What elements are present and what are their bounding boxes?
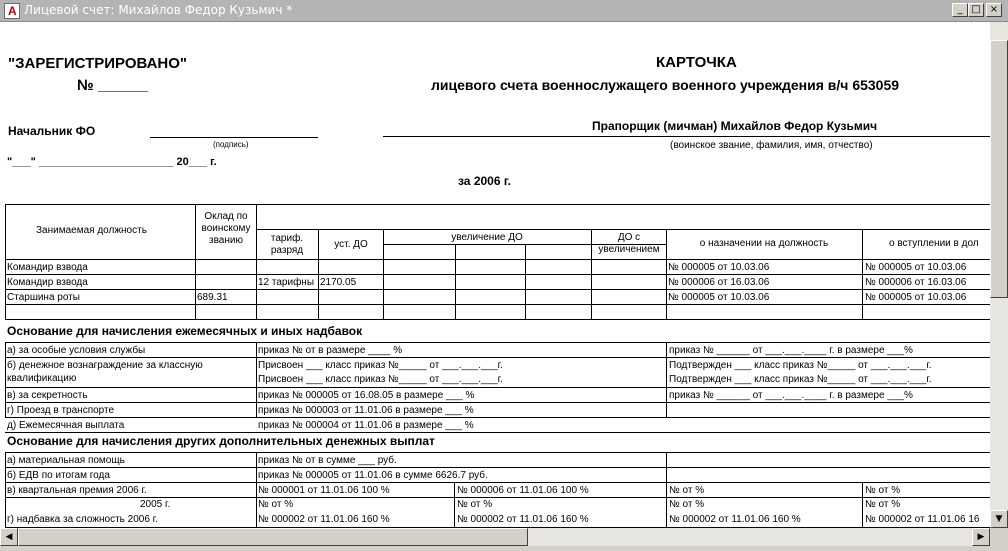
close-button[interactable]	[986, 3, 1002, 17]
s2-v-c1-2: № от %	[258, 499, 294, 510]
chief-label: Начальник ФО	[8, 124, 96, 138]
s1-a-label: а) за особые условия службы	[7, 345, 146, 356]
s2-v-c3-2: № от %	[669, 499, 705, 510]
row1-entry: № 000005 от 10.03.06	[865, 262, 967, 273]
scroll-down-button[interactable]	[990, 510, 1008, 528]
row2-entry: № 000006 от 16.03.06	[865, 277, 967, 288]
row2-appointment: № 000006 от 16.03.06	[668, 277, 770, 288]
minimize-button[interactable]	[952, 3, 968, 17]
name-line	[383, 136, 990, 137]
header-position: Занимаемая должность	[36, 225, 147, 236]
scroll-corner	[990, 528, 1008, 546]
row1-position: Командир взвода	[7, 262, 88, 273]
row3-appointment: № 000005 от 10.03.06	[668, 292, 770, 303]
s2-g-c1-1: № 000002 от 11.01.06 160 %	[258, 514, 390, 525]
header-entry: о вступлении в дол	[889, 238, 979, 249]
s2-b-order: приказ № 000005 от 11.01.06 в сумме 6626.7 руб.	[258, 470, 488, 481]
s1-g-order: приказ № 000003 от 11.01.06 в размере ___ %	[258, 405, 474, 416]
acrobat-document-icon[interactable]: A	[4, 3, 20, 19]
card-title: КАРТОЧКА	[656, 54, 737, 71]
s1-a-right: приказ № ______ от ___.___.____ г. в размере ___%	[669, 345, 913, 356]
s2-v-c2-2: № от %	[457, 499, 493, 510]
scroll-right-button[interactable]	[972, 528, 990, 546]
horizontal-scrollbar[interactable]	[0, 528, 990, 546]
s1-b-label-2: квалификацию	[7, 373, 77, 384]
s1-g-label: г) Проезд в транспорте	[7, 405, 115, 416]
s2-v-c1-1: № 000001 от 11.01.06 100 %	[258, 485, 390, 496]
header-base: уст. ДО	[334, 239, 368, 250]
s2-v-c4-2: № от %	[865, 499, 901, 510]
title-bar	[0, 0, 1008, 22]
window-title: Лицевой счет: Михайлов Федор Кузьмич *	[24, 3, 293, 17]
s2-g-c2-1: № 000002 от 11.01.06 160 %	[457, 514, 589, 525]
row2-position: Командир взвода	[7, 277, 88, 288]
scroll-left-icon: ◀	[5, 532, 13, 542]
maximize-button[interactable]	[968, 3, 984, 17]
scroll-down-icon: ▼	[995, 514, 1003, 524]
s1-b-confirm-2: Подтвержден ___ класс приказ №_____ от ___.___.___г.	[669, 374, 932, 385]
card-subtitle: лицевого счета военнослужащего военного учреждения в/ч 653059	[431, 77, 900, 93]
row3-salary: 689.31	[197, 292, 228, 303]
s1-a-order: приказ № от в размере ____ %	[258, 345, 403, 356]
s1-b-confirm-1: Подтвержден ___ класс приказ №_____ от ___.___.___г.	[669, 360, 932, 371]
close-icon: ×	[989, 4, 999, 15]
s1-v-label: в) за секретность	[7, 390, 88, 401]
minimize-icon: _	[957, 4, 963, 15]
registered-stamp: "ЗАРЕГИСТРИРОВАНО"	[8, 55, 188, 72]
row2-tariff: 12 тарифны	[258, 277, 315, 288]
s2-g-label-1: г) надбавка за сложность 2006 г.	[7, 514, 158, 525]
section2-title: Основание для начисления других дополнительных денежных выплат	[7, 434, 435, 448]
scroll-left-button[interactable]	[0, 528, 18, 546]
s2-a-label: а) материальная помощь	[7, 455, 125, 466]
signature-line	[150, 137, 318, 138]
report-year: за 2006 г.	[458, 174, 511, 188]
s2-v-c3-1: № от %	[669, 485, 705, 496]
header-total: ДО с увеличением	[598, 232, 660, 255]
row1-appointment: № 000005 от 10.03.06	[668, 262, 770, 273]
header-increase: увеличение ДО	[451, 232, 523, 243]
account-table	[0, 202, 990, 528]
row2-base: 2170.05	[320, 277, 357, 288]
s1-b-assign-2: Присвоен ___ класс приказ №_____ от ___.___.___г.	[258, 374, 503, 385]
s2-b-label: б) ЕДВ по итогам года	[7, 470, 110, 481]
s1-d-order: приказ № 000004 от 11.01.06 в размере ___ %	[258, 420, 474, 431]
s1-b-label-1: б) денежное вознаграждение за классную	[7, 360, 203, 371]
horizontal-scroll-thumb[interactable]	[18, 528, 528, 546]
maximize-icon: □	[971, 4, 981, 15]
s2-v-label-1: в) квартальная премия 2006 г.	[7, 485, 147, 496]
row3-position: Старшина роты	[7, 292, 80, 303]
s2-v-c2-1: № 000006 от 11.01.06 100 %	[457, 485, 589, 496]
s1-d-label: д) Ежемесячная выплата	[7, 420, 125, 431]
window-bottom-edge	[0, 546, 1008, 551]
s1-b-assign-1: Присвоен ___ класс приказ №_____ от ___.___.___г.	[258, 360, 503, 371]
rank-hint: (воинское звание, фамилия, имя, отчество)	[670, 140, 873, 151]
scroll-right-icon: ▶	[977, 532, 985, 542]
header-appointment: о назначении на должность	[699, 238, 829, 249]
serviceman-name: Прапорщик (мичман) Михайлов Федор Кузьмич	[592, 119, 878, 133]
signature-hint: (подпись)	[213, 140, 249, 149]
s2-g-c3-1: № 000002 от 11.01.06 160 %	[669, 514, 801, 525]
s2-a-order: приказ № от в сумме ___ руб.	[258, 455, 397, 466]
vertical-scrollbar[interactable]	[990, 22, 1008, 528]
s2-v-label-2: 2005 г.	[140, 499, 171, 510]
date-line: "___" ______________________ 20___ г.	[7, 156, 217, 168]
header-salary: Оклад по воинскому званию	[201, 211, 251, 246]
section1-title: Основание для начисления ежемесячных и иных надбавок	[7, 324, 363, 338]
registration-number: № ______	[77, 77, 148, 94]
document-page	[0, 22, 990, 528]
s1-v-right: приказ № ______ от ___.___.____ г. в размере ___%	[669, 390, 913, 401]
row3-entry: № 000005 от 10.03.06	[865, 292, 967, 303]
s2-g-c4-1: № 000002 от 11.01.06 16	[865, 514, 980, 525]
header-tariff: тариф. разряд	[270, 233, 304, 256]
vertical-scroll-thumb[interactable]	[990, 40, 1008, 298]
s1-v-order: приказ № 000005 от 16.08.05 в размере ___ %	[258, 390, 475, 401]
s2-v-c4-1: № от %	[865, 485, 901, 496]
